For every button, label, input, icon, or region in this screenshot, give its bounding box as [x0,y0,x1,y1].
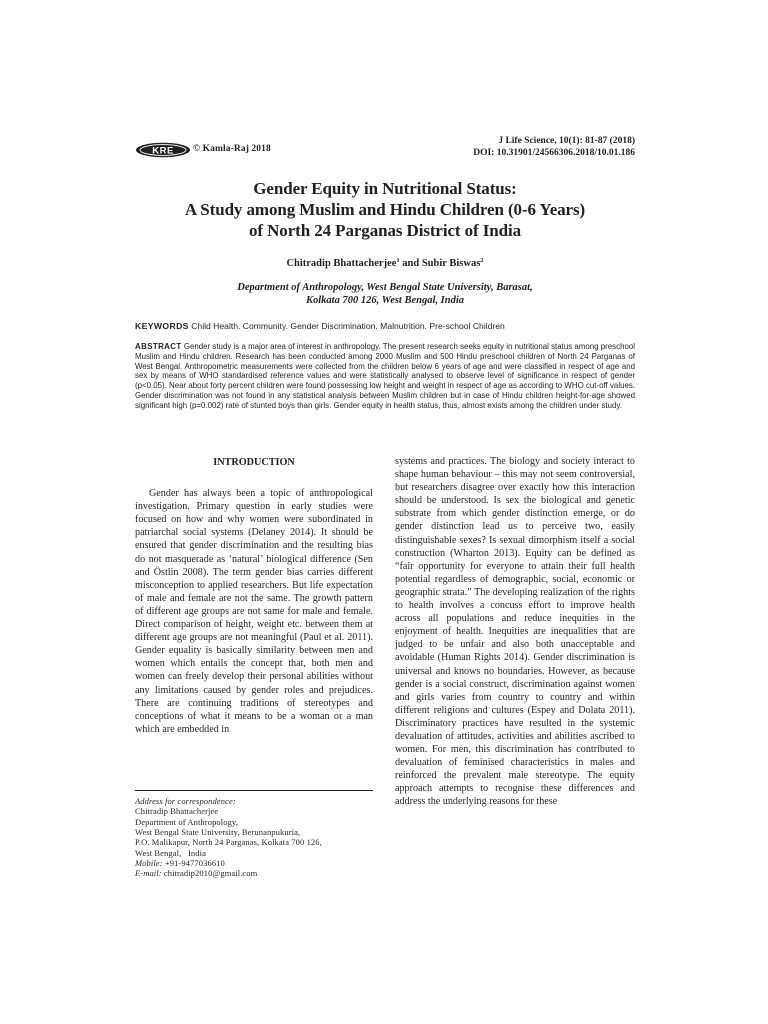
logo-text: KRE [152,145,174,157]
correspondence-email [135,868,373,878]
author-2-affiliation-mark: 2 [480,257,484,264]
correspondence-state: West Bengal, India [135,847,206,858]
abstract-label: ABSTRACT [135,342,182,351]
keywords-text: Child Health. Community. Gender Discrimination. Malnutrition. Pre-school Children [191,321,505,331]
email-address[interactable]: chitradip2010@gmail.com [163,868,258,879]
copyright-notice: © Kamla-Raj 2018 [193,144,271,154]
email-label: E-mail: [135,868,162,879]
abstract [135,342,635,410]
correspondence-heading: Address for correspondence: [135,796,236,806]
affiliation-line-2: Kolkata 700 126, West Bengal, India [305,295,464,306]
kre-logo-icon [135,142,191,158]
journal-info [473,135,635,159]
author-1: Chitradip Bhattacherjee [286,258,397,269]
right-column [395,455,635,809]
keywords-label: KEYWORDS [135,321,189,331]
paper-title [135,178,635,241]
affiliation [135,281,635,307]
introduction-paragraph-left: Gender has always been a topic of anthropological investigation. Primary question in early studies were focused on how and why women were subordinated in patriarchal social systems (Delaney 2014). It should be ensured that gender discrimination and the resulting bias do not masquerade as ‘natural’ biological difference (Sen and Östlin 2008). The term gender bias carries different misconception to applied researchers. But life expectation of male and female are not the same. The growth pattern of different age groups are not same for male and female. Direct comparison of height, weight etc. between them at different age groups are not meaningful (Paul et al. 2011). Gender equality is basically similarity between men and women which entails the concept that, both men and women can freely develop their personal abilities without any limitations caused by gender roles and prejudices. There are continuing traditions of stereotypes and conceptions of what it means to be a woman or a man which are embedded in [135,488,373,735]
author-1-affiliation-mark: 1 [396,257,400,264]
introduction-paragraph-right: systems and practices. The biology and society interact to shape human behaviour – this may not seem controversial, but researchers disagree over exactly how this interaction should be understood. Is sex the biological and genetic substrate from which gender distinction emerge, or do gender distinction lead us to perceive two, easily distinguishable sexes? Is sexual dimorphism itself a social construction (Wharton 2013). Equity can be defined as “fair opportunity for everyone to attain their full health potential regardless of demographic, social, economic or geographic strata.” The developing realization of the rights to health involves a concuss effort to improve health across all populations and reduce inequities in the enjoyment of health. Inequities are inequalities that are judged to be unfair and also both unacceptable and avoidable (Human Rights 2014). Gender discrimination is universal and knows no boundaries. However, as because gender is a social construct, discrimination against women and girls varies from country to country and within different religions and cultures (Espey and Dolata 2011). Discriminatory practices have resulted in the systemic devaluation of attitudes, activities and abilities ascribed to women. For men, this discrimination has contributed to devaluation of feminised characteristics in males and reinforced the prevalent male stereotype. The equity approach attempts to recognise these differences and address the underlying reasons for these [395,456,635,808]
keywords [135,321,635,332]
title-line-2: A Study among Muslim and Hindu Children (0-6 Years) [184,200,586,219]
journal-header [135,135,635,163]
author-2: Subir Biswas [421,258,481,269]
author-joiner: and [399,258,422,269]
mobile-number: +91-9477036610 [164,858,225,869]
correspondence-mobile [135,858,373,868]
footnote-divider [135,790,373,791]
left-column [135,456,373,736]
mobile-label: Mobile: [135,858,163,869]
correspondence-name: Chitradip Bhattacherjee [135,806,219,817]
author-list [135,257,635,269]
title-line-1: Gender Equity in Nutritional Status: [253,179,517,198]
correspondence-university: West Bengal State University, Berunanpukuria, [135,827,301,838]
doi[interactable]: DOI: 10.31901/24566306.2018/10.01.186 [473,148,635,158]
journal-citation: J Life Science, 10(1): 81-87 (2018) [498,136,635,146]
correspondence-post-office: P.O. Malikapur, North 24 Parganas, Kolkata 700 126, [135,837,322,848]
abstract-text: Gender study is a major area of interest in anthropology. The present research seeks equity in nutritional status among preschool Muslim and Hindu children. Research has been conducted among 2000 Muslim and 500 Hindu preschool children of North 24 Parganas of West Bengal. Anthropometric measurements were collected from the children below 6 years of age and were classified in respect of age and sex by means of WHO standardised reference values and were statistically analysed to observe level of significance in respect of gender (p<0.05). Near about forty percent children were found possessing low height and weight in respect of age as according to WHO cut-off values. Gender discrimination was not found in any statistical analysis between Muslim children but in case of Hindu children height-for-age showed significant high (p=0.002) rate of stunted boys than girls. Gender equity in health status, thus, almost exists among the children under study. [135,342,635,410]
correspondence-department: Department of Anthropology, [135,816,238,827]
correspondence-address [135,796,373,879]
title-line-3: of North 24 Parganas District of India [249,221,521,240]
section-heading-introduction: INTRODUCTION [213,457,295,468]
affiliation-line-1: Department of Anthropology, West Bengal State University, Barasat, [237,282,533,293]
